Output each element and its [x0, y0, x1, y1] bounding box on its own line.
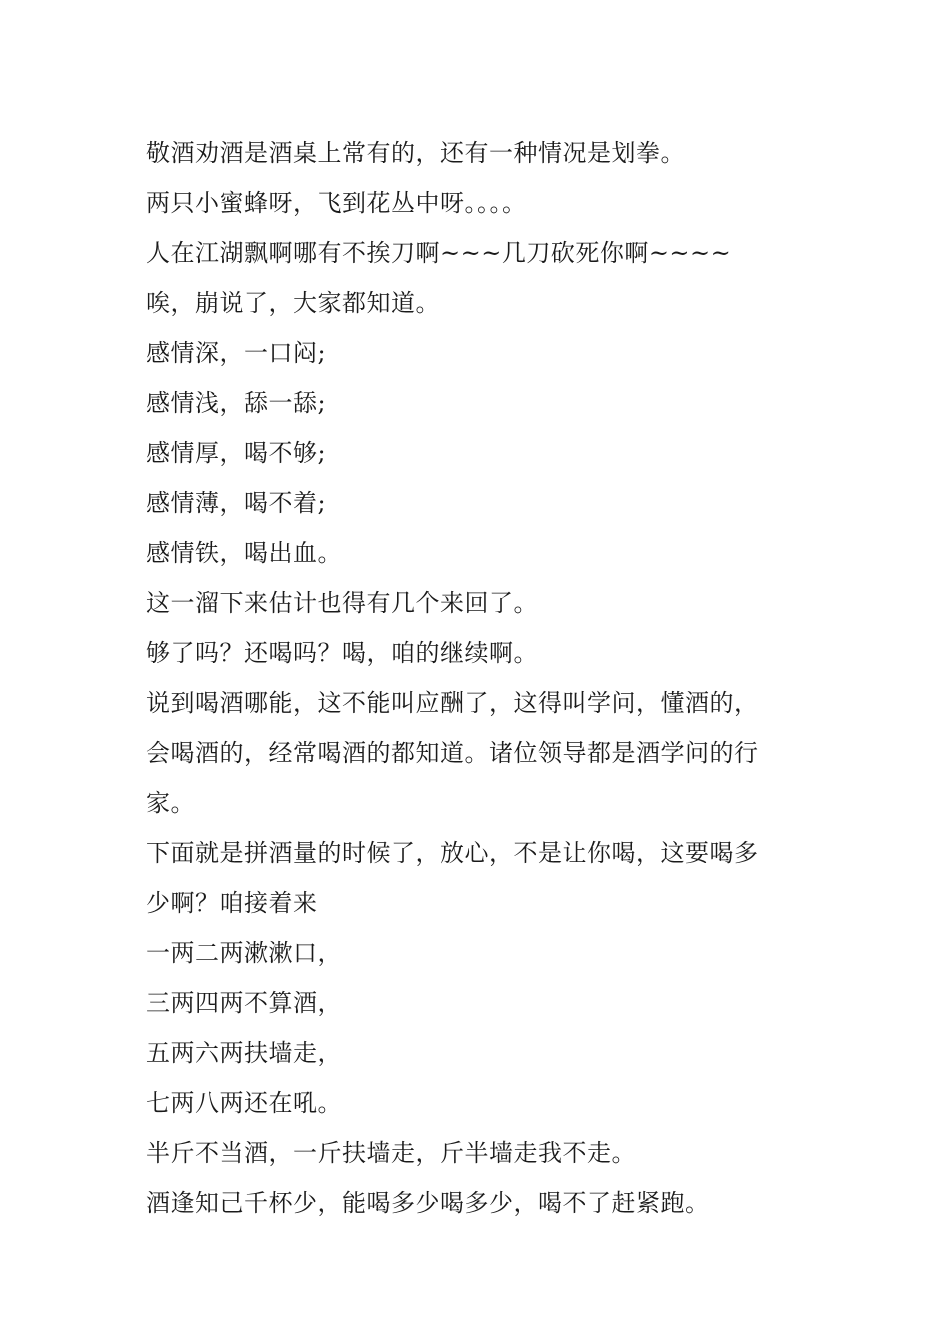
text-line: 够了吗？还喝吗？喝，咱的继续啊。 [146, 639, 538, 667]
text-line: 感情浅，舔一舔; [146, 389, 327, 417]
text-line: 五两六两扶墙走， [146, 1039, 342, 1067]
text-line: 一两二两漱漱口， [146, 939, 342, 967]
text-line: 少啊？咱接着来 [146, 889, 318, 917]
text-line: 酒逢知己千杯少，能喝多少喝多少，喝不了赶紧跑。 [146, 1189, 710, 1217]
text-line: 三两四两不算酒， [146, 989, 342, 1017]
text-line: 唉，崩说了，大家都知道。 [146, 289, 440, 317]
text-line: 家。 [146, 789, 195, 817]
text-line: 敬酒劝酒是酒桌上常有的，还有一种情况是划拳。 [146, 139, 685, 167]
text-line: 人在江湖飘啊哪有不挨刀啊~~~几刀砍死你啊~~~~ [146, 239, 732, 267]
text-line: 感情深，一口闷; [146, 339, 327, 367]
text-line: 七两八两还在吼。 [146, 1089, 342, 1117]
text-line: 说到喝酒哪能，这不能叫应酬了，这得叫学问，懂酒的， [146, 689, 759, 717]
text-line: 半斤不当酒，一斤扶墙走，斤半墙走我不走。 [146, 1139, 636, 1167]
text-line: 会喝酒的，经常喝酒的都知道。诸位领导都是酒学问的行 [146, 739, 759, 767]
text-line: 下面就是拼酒量的时候了，放心，不是让你喝，这要喝多 [146, 839, 759, 867]
text-line: 感情厚，喝不够; [146, 439, 327, 467]
text-line: 感情薄，喝不着; [146, 489, 327, 517]
text-line: 这一溜下来估计也得有几个来回了。 [146, 589, 538, 617]
text-line: 感情铁，喝出血。 [146, 539, 342, 567]
document-body [146, 128, 812, 1228]
text-line: 两只小蜜蜂呀，飞到花丛中呀。。。。 [146, 189, 527, 217]
